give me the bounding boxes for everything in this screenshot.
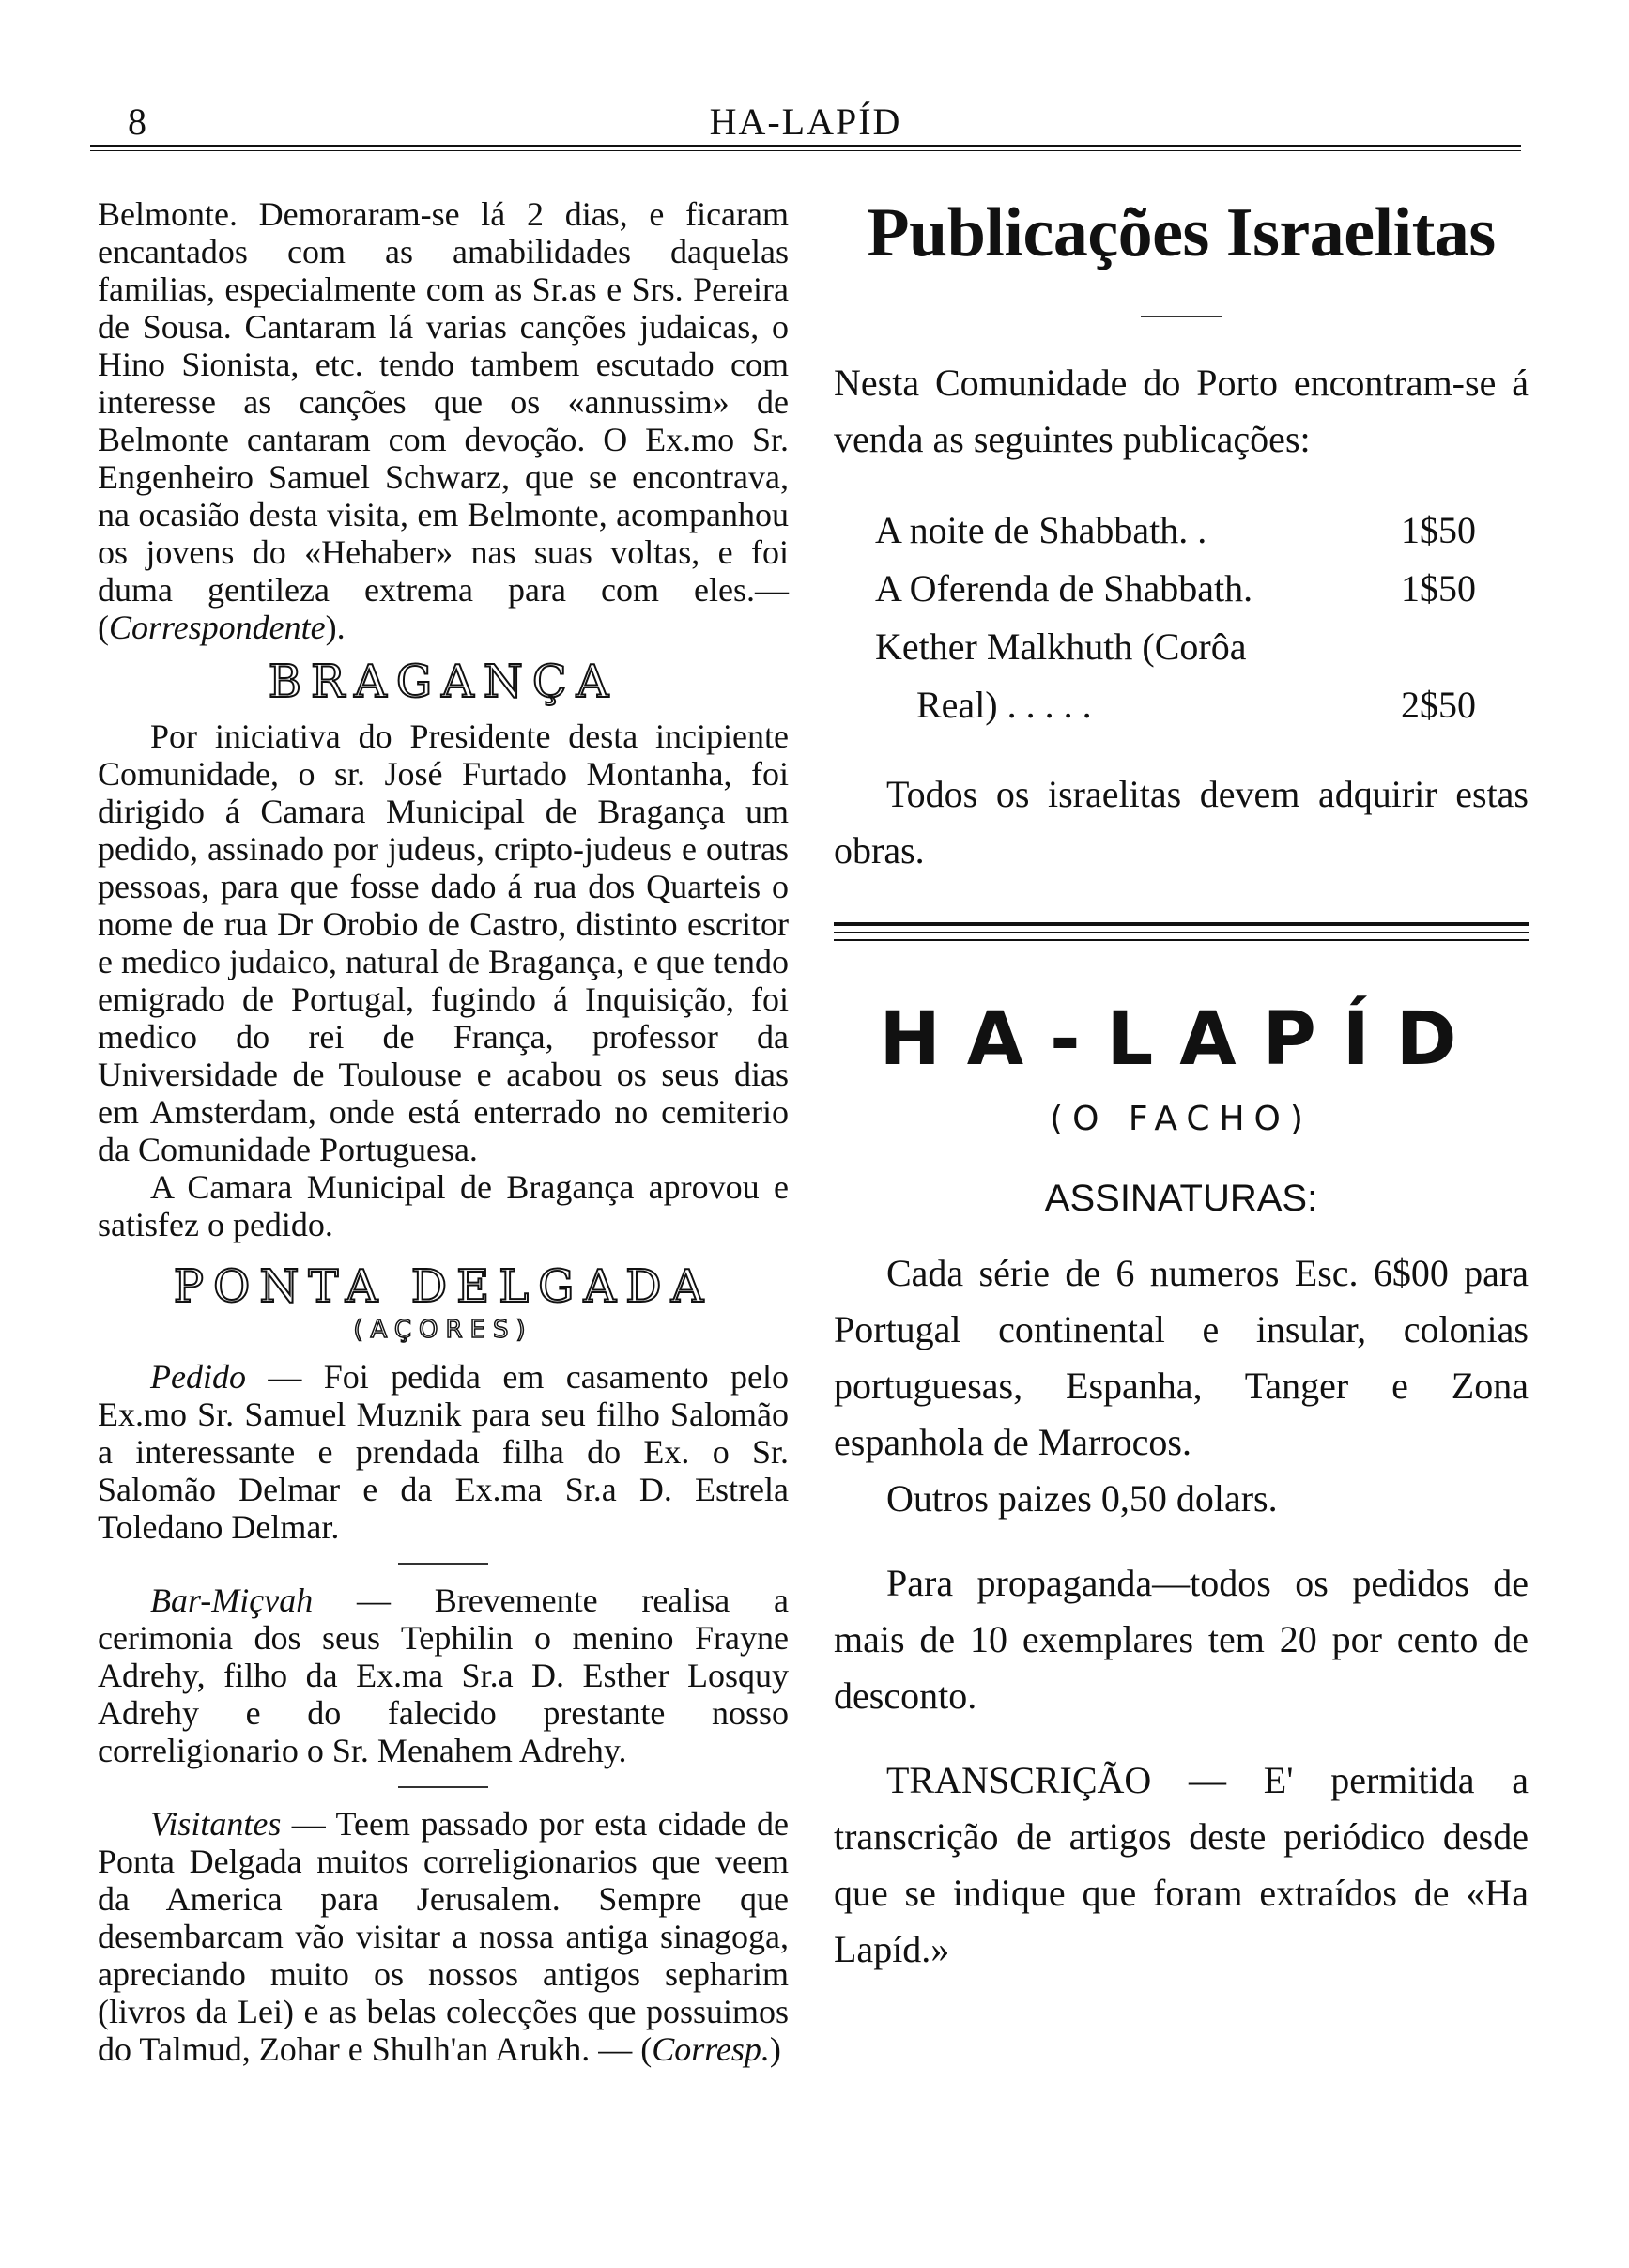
list-item: Real) . . . . . 2$50 (916, 684, 1476, 726)
pedido-label: Pedido (150, 1358, 246, 1396)
acores-subheading: (AÇORES) (353, 1316, 533, 1344)
subscriptions-paragraph: Cada série de 6 numeros Esc. 6$00 para Portugal continental e insular, colonias portuguesas, Espanha, Tanger e Zona espanhola de Marrocos. (834, 1252, 1529, 1463)
ponta-delgada-heading: PONTA DELGADA (173, 1260, 714, 1313)
pedido-paragraph: Pedido — Foi pedida em casamento pelo Ex.mo Sr. Samuel Muznik para seu filho Salomão a interessante e prendada filha do Ex. o Sr. Salomão Delmar e da Ex.ma Sr.a D. Estrela Toledano Delmar. (98, 1358, 789, 1546)
correspondent-signature: Correspondente (109, 609, 326, 646)
list-item: Kether Malkhuth (Corôa (875, 625, 1247, 668)
page-header (90, 100, 1521, 147)
section-rule (834, 932, 1529, 933)
braganca-paragraph: Por iniciativa do Presidente desta incipiente Comunidade, o sr. José Furtado Montanha, foi dirigido á Camara Municipal de Bragança um pedido, assinado por judeus, cripto-judeus e outras pessoas, para que fosse dado á rua dos Quarteis o nome de rua Dr Orobio de Castro, distinto escritor e medico judaico, natural de Bragança, e que tendo emigrado de Portugal, fugindo á Inquisição, foi medico do rei de França, professor da Universidade de Toulouse e acabou os seus dias em Amsterdam, onde está enterrado no cemiterio da Comunidade Portuguesa. (98, 717, 789, 1168)
belmonte-paragraph: Belmonte. Demoraram-se lá 2 dias, e ficaram encantados com as amabilidades daquelas familias, especialmente com as Sr.as e Srs. Pereira de Sousa. Cantaram lá varias canções judaicas, o Hino Sionista, etc. tendo tambem escutado com interesse as canções que os «annussim» de Belmonte cantaram com devoção. O Ex.mo Sr. Engenheiro Samuel Schwarz, que se encontrava, na ocasião desta visita, em Belmonte, acompanhou os jovens do «Hehaber» nas suas voltas, e foi duma gentileza extrema para com eles.—(Correspondente). (98, 195, 789, 646)
header-rule-thin (90, 150, 1521, 151)
publications-title: Publicações Israelitas (867, 194, 1496, 271)
barmicvah-label: Bar-Miçvah (150, 1581, 314, 1619)
left-column (98, 195, 789, 2068)
header-rule (90, 145, 1521, 147)
publications-intro: Nesta Comunidade do Porto encontram-se á venda as seguintes publicações: (834, 362, 1529, 460)
braganca-approval-paragraph: A Camara Municipal de Bragança aprovou e satisfez o pedido. (98, 1168, 789, 1243)
section-divider (398, 1563, 488, 1565)
braganca-heading: BRAGANÇA (268, 656, 619, 708)
visitantes-paragraph: Visitantes — Teem passado por esta cidade de Ponta Delgada muitos correligionarios que veem da America para Jerusalem. Sempre que desembarcam vão visitar a nossa antiga sinagoga, apreciando muito os nossos antigos sepharim (livros da Lei) e as belas colecções que possuimos do Talmud, Zohar e Shulh'an Arukh. — (Corresp.) (98, 1805, 789, 2068)
visitantes-label: Visitantes (150, 1805, 282, 1843)
list-item: A Oferenda de Shabbath. 1$50 (875, 567, 1476, 609)
masthead: HA-LAPÍD (879, 997, 1483, 1082)
section-rule (834, 922, 1529, 926)
section-divider (398, 1786, 488, 1788)
propaganda-paragraph: Para propaganda—todos os pedidos de mais de 10 exemplares tem 20 por cento de desconto. (834, 1562, 1529, 1717)
other-countries-paragraph: Outros paizes 0,50 dolars. (886, 1477, 1278, 1520)
transcription-label: TRANSCRIÇÃO (886, 1759, 1152, 1801)
corresp-signature: Corresp. (652, 2030, 770, 2068)
barmicvah-paragraph: Bar-Miçvah — Brevemente realisa a cerimonia dos seus Tephilin o menino Frayne Adrehy, filho da Ex.ma Sr.a D. Esther Losquy Adrehy e do falecido prestante nosso correligionario o Sr. Menahem Adrehy. (98, 1581, 789, 1769)
title-divider (1141, 316, 1222, 317)
subscriptions-heading: ASSINATURAS: (1044, 1178, 1318, 1219)
masthead-subtitle: (O FACHO) (1050, 1100, 1313, 1138)
price-list (875, 501, 1476, 734)
right-column (834, 188, 1529, 1978)
section-rule (834, 939, 1529, 941)
transcription-paragraph: TRANSCRIÇÃO — E' permitida a transcrição de artigos deste periódico desde que se indique que foram extraídos de «Ha Lapíd.» (834, 1759, 1529, 1970)
list-item: A noite de Shabbath. . 1$50 (875, 509, 1476, 551)
publications-outro: Todos os israelitas devem adquirir estas obras. (834, 773, 1529, 872)
running-title: HA-LAPÍD (709, 100, 902, 143)
page-number: 8 (128, 100, 146, 143)
